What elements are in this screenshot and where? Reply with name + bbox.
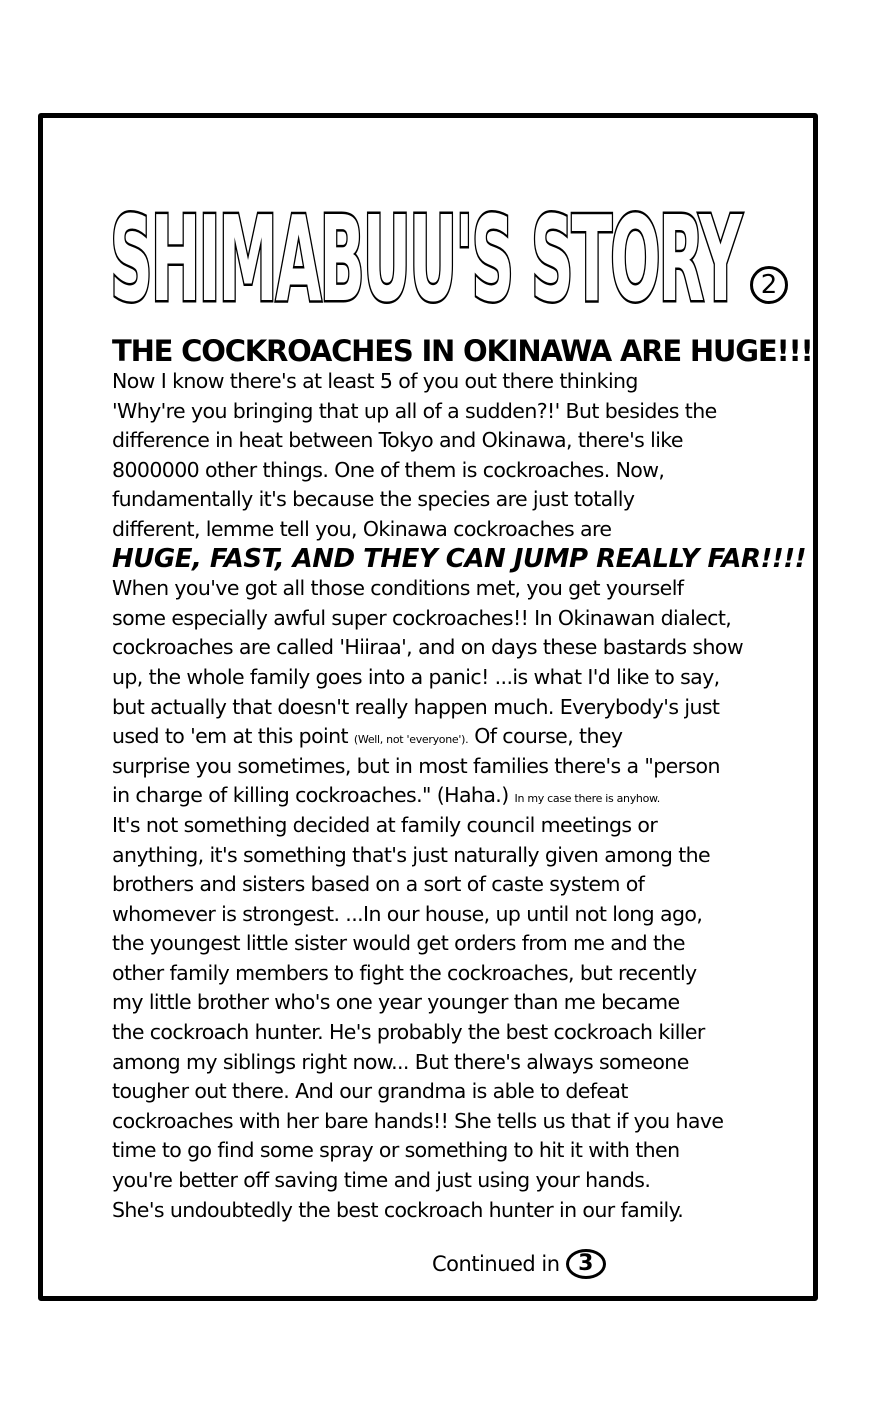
story-line [112,811,792,841]
story-line [112,752,792,782]
story-line-text: cockroaches with her bare hands!! She tells us that if you have [112,1108,724,1133]
story-line [112,693,792,723]
story-line-text: HUGE, FAST, AND THEY CAN JUMP REALLY FAR!!!! [112,543,806,574]
story-line-text: 'Why're you bringing that up all of a sudden?!' But besides the [112,398,717,423]
story-line-text: but actually that doesn't really happen much. Everybody's just [112,694,720,719]
story-line-text: in charge of killing cockroaches." (Haha.) [112,783,515,808]
story-line-text: anything, it's something that's just naturally given among the [112,842,711,867]
story-line [112,722,792,752]
title-block [108,180,808,325]
story-line [112,1166,792,1196]
story-line [112,426,792,456]
story-line [112,456,792,486]
story-line [112,633,792,663]
story-line [112,929,792,959]
story-line [112,988,792,1018]
story-title: SHIMABUU'S STORY [110,190,743,325]
story-line [112,1077,792,1107]
story-line-text: brothers and sisters based on a sort of caste system of [112,872,645,897]
story-line-text: used to 'em at this point [112,724,354,749]
story-line [112,574,792,604]
headline: THE COCKROACHES IN OKINAWA ARE HUGE!!! [112,334,813,368]
story-line-text: other family members to fight the cockroaches, but recently [112,960,697,985]
story-line-text: She's undoubtedly the best cockroach hunter in our family. [112,1197,684,1222]
story-body [112,367,806,1225]
story-line [112,870,792,900]
story-line [112,841,792,871]
story-line [112,1107,792,1137]
story-line-text: When you've got all those conditions met, you get yourself [112,576,684,601]
story-line [112,663,792,693]
emphasis-line [112,543,806,575]
story-line [112,397,792,427]
story-line-text: Of course, they [468,724,623,749]
story-line-text: up, the whole family goes into a panic! ...is what I'd like to say, [112,664,720,689]
story-line [112,1018,792,1048]
story-line [112,515,792,545]
story-line-text: you're better off saving time and just using your hands. [112,1168,651,1193]
story-line-text: different, lemme tell you, Okinawa cockroaches are [112,516,612,541]
story-line-text: difference in heat between Tokyo and Okinawa, there's like [112,428,683,453]
next-chapter-badge [566,1249,606,1279]
story-line-text: 8000000 other things. One of them is cockroaches. Now, [112,457,665,482]
story-line-text: among my siblings right now... But there's always someone [112,1049,689,1074]
aside-note: (Well, not 'everyone'). [353,733,469,747]
story-line [112,485,792,515]
story-line-text: the youngest little sister would get orders from me and the [112,931,685,956]
story-line-text: Now I know there's at least 5 of you out there thinking [112,369,638,393]
story-line-text: time to go find some spray or something to hit it with then [112,1138,680,1163]
story-line-text: whomever is strongest. ...In our house, up until not long ago, [112,901,703,926]
chapter-number: 2 [760,270,778,300]
story-line [112,1136,792,1166]
story-line-text: cockroaches are called 'Hiiraa', and on days these bastards show [112,635,744,660]
story-line-text: the cockroach hunter. He's probably the best cockroach killer [112,1020,705,1045]
story-line [112,781,792,811]
continued-label: Continued in [432,1252,560,1276]
story-line-text: my little brother who's one year younger than me became [112,990,680,1015]
story-title-graphic [108,180,748,325]
story-line [112,604,792,634]
story-line [112,900,792,930]
aside-note: In my case there is anyhow. [514,792,660,806]
story-line-text: fundamentally it's because the species are just totally [112,487,635,512]
continued-note [432,1248,606,1280]
story-line-text: It's not something decided at family council meetings or [112,812,658,837]
chapter-number-badge [750,266,788,304]
story-line-text: some especially awful super cockroaches!! In Okinawan dialect, [112,605,732,630]
story-line [112,959,792,989]
next-chapter-number: 3 [578,1251,593,1276]
story-line [112,1196,792,1226]
story-line [112,1048,792,1078]
story-line-text: tougher out there. And our grandma is able to defeat [112,1079,628,1104]
story-line-text: surprise you sometimes, but in most families there's a "person [112,753,720,778]
story-line [112,367,792,397]
